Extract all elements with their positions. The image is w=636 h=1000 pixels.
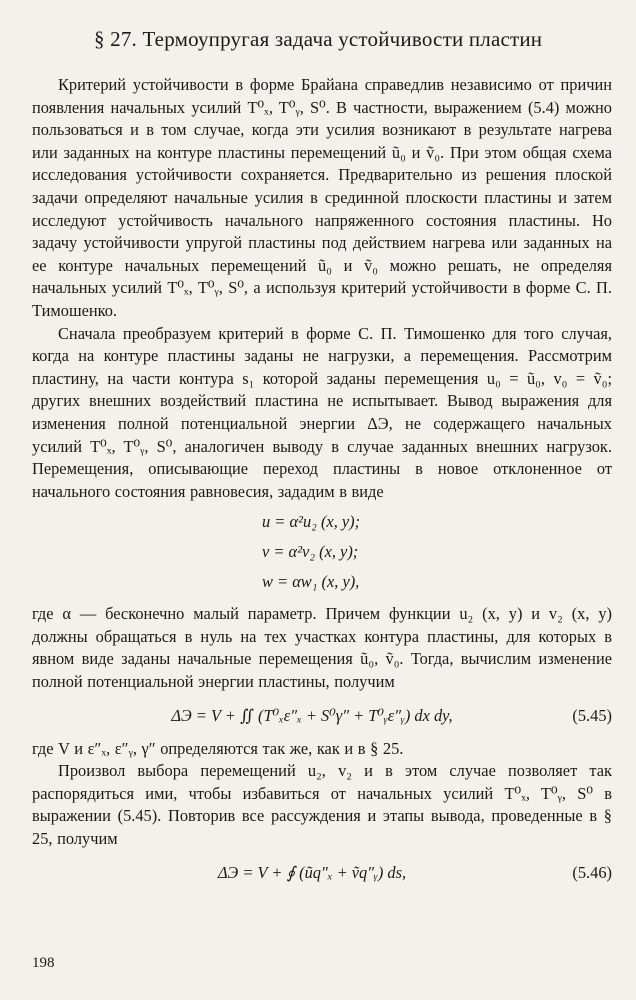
equation-5-45-number: (5.45) [572,705,612,725]
page-content [32,26,612,895]
equation-5-46 [32,851,612,895]
paragraph-3: где α — бесконечно малый параметр. Причем функции u₂ (x, y) и v₂ (x, y) должны обращаться в нуль на тех участках контура пластины, для которых в явном виде заданы начальные перемещения ũ₀, ṽ₀. Тогда, вычислим изменение полной потенциальной энергии пластины, получим [32,604,612,692]
equation-w: w = αw₁ (x, y), [262,572,360,592]
equation-5-46-number: (5.46) [572,862,612,882]
equation-5-46-expression: ΔЭ = V + ∮ (ũq″ₓ + ṽq″ᵧ) ds, [217,862,407,882]
equation-v: v = α²v₂ (x, y); [262,542,359,562]
paragraph-5: Произвол выбора перемещений u₂, v₂ и в этом случае позволяет так распорядиться ими, чтобы избавиться от начальных усилий T⁰ₓ, T⁰ᵧ, S⁰ в выражении (5.45). Повторив все рассуждения и этапы вывода, проведенные в § 25, получим [32,761,612,849]
equation-u: u = α²u₂ (x, y); [262,512,361,532]
page-number: 198 [32,955,55,971]
equation-5-45-expression: ΔЭ = V + ∬ (T⁰ₓε″ₓ + S⁰γ″ + T⁰ᵧε″ᵧ) dx dy, [171,705,453,725]
displacement-equations [32,507,612,597]
paragraph-1: Критерий устойчивости в форме Брайана справедлив независимо от причин появления начальных усилий T⁰ₓ, T⁰ᵧ, S⁰. В частности, выражением (5.4) можно пользоваться и в том случае, когда эти усилия возникают в результате нагрева или заданных на контуре пластины перемещений ũ₀ и ṽ₀. При этом общая схема исследования устойчивости сохраняется. Предварительно из решения плоской задачи определяют начальные усилия в срединной плоскости пластины и затем исследуют устойчивость начального напряженного состояния пластины. Но задачу устойчивости упругой пластины под действием нагрева или заданных на ее контуре начальных перемещений ũ₀ и ṽ₀ можно решать, не определяя начальных усилий T⁰ₓ, T⁰ᵧ, S⁰, а используя критерий устойчивости в форме С. П. Тимошенко. [32,75,612,320]
paragraph-4: где V и ε″ₓ, ε″ᵧ, γ″ определяются так же, как и в § 25. [32,738,404,758]
paragraph-2: Сначала преобразуем критерий в форме С. П. Тимошенко для того случая, когда на контуре пластины заданы не нагрузки, а перемещения. Рассмотрим пластину, на части контура s₁ которой заданы перемещения u₀ = ũ₀, v₀ = ṽ₀; других внешних воздействий пластина не испытывает. Вывод выражения для изменения полной потенциальной энергии ΔЭ, не содержащего начальных усилий T⁰ₓ, T⁰ᵧ, S⁰, аналогичен выводу в случае заданных внешних нагрузок. Перемещения, описывающие переход пластины в новое отклоненное от начального состояния равновесия, зададим в виде [32,323,612,501]
equation-5-45 [32,694,612,738]
section-title: § 27. Термоупругая задача устойчивости пластин [94,27,543,51]
